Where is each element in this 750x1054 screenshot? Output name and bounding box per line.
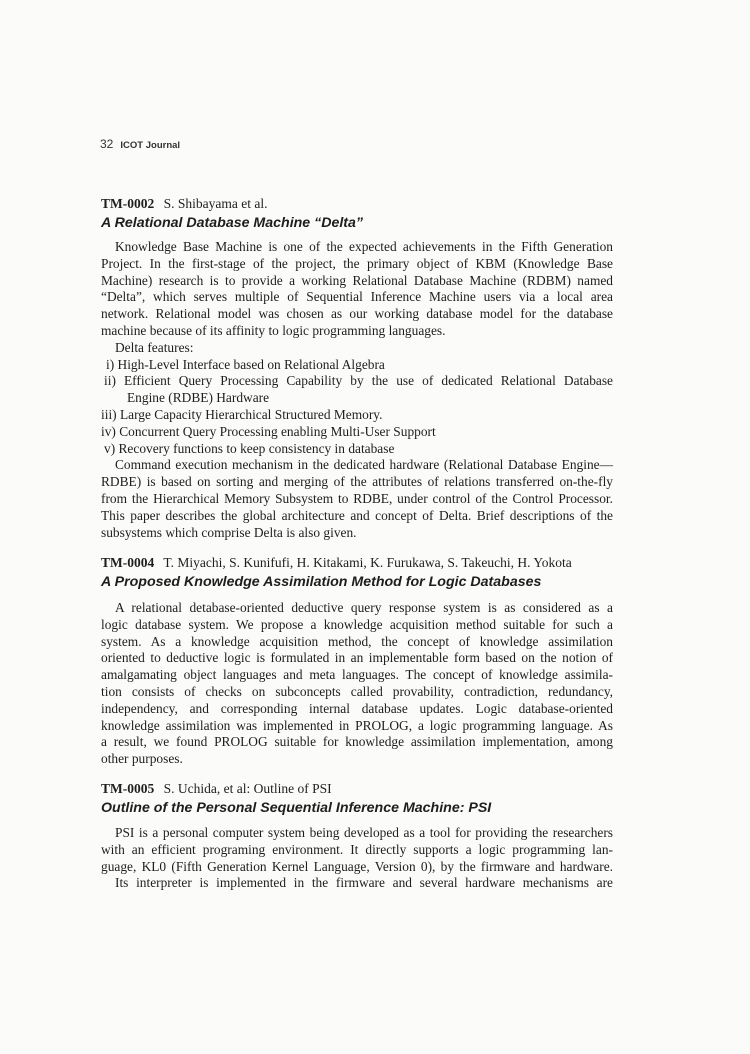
journal-name: ICOT Journal [120,140,181,151]
list-item-continuation: Engine (RDBE) Hardware [127,390,270,406]
text-line: system. As a knowledge acquisition method, the concept of knowledge assimilation [101,633,613,649]
text-line: logic database system. We propose a knowledge acquisition method suitable for such a [101,616,613,632]
abstract-title: Outline of the Personal Sequential Inference Machine: PSI [101,800,492,816]
text-line: subsystems which comprise Delta is also given. [101,524,357,540]
text-line: tion consists of checks on subconcepts called provability, contradiction, redundancy, [101,683,613,699]
abstract-id: TM-0005 [101,781,155,796]
text-line: machine because of its affinity to logic programming languages. [101,322,446,338]
text-line: network. Relational model was chosen as our working database model for the database [101,306,613,322]
text-line: guage, KL0 (Fifth Generation Kernel Language, Version 0), by the firmware and hardware. [101,858,613,874]
abstract-id: TM-0004 [101,555,155,570]
text-line: Its interpreter is implemented in the firmware and several hardware mechanisms are [115,875,613,891]
text-line: independency, and corresponding internal database updates. Logic database-oriented [101,700,613,716]
abstract-body [101,825,613,892]
text-line: Command execution mechanism in the dedicated hardware (Relational Database Engine— [115,457,613,473]
text-line: other purposes. [101,751,183,767]
list-item: v) Recovery functions to keep consistency in database [104,440,395,456]
abstract-id: TM-0002 [101,196,155,211]
text-line: Project. In the first-stage of the project, the primary object of KBM (Knowledge Base [101,255,613,271]
text-line: “Delta”, which serves multiple of Sequential Inference Machine users via a local area [101,289,613,305]
abstract-tm-0002 [101,195,613,541]
text-line: a result, we found PROLOG suitable for knowledge assimilation implementation, among [101,734,613,750]
list-item: ii) Efficient Query Processing Capability by the use of dedicated Relational Database [104,373,613,389]
page-number: 32 [100,137,114,151]
abstract-body [101,600,613,768]
list-item: iv) Concurrent Query Processing enabling Multi-User Support [101,423,436,439]
abstract-body [101,239,613,541]
text-line: PSI is a personal computer system being developed as a tool for providing the researchers [115,825,613,840]
text-line: RDBE) is based on sorting and merging of the attributes of relations transferred on-the-fly [101,474,613,490]
text-line: amalgamating object languages and meta languages. The concept of knowledge assimila- [101,667,613,683]
text-line: This paper describes the global architecture and concept of Delta. Brief descriptions of the [101,507,613,523]
abstract-heading [101,195,613,213]
abstract-heading [101,554,613,572]
list-item: i) High-Level Interface based on Relational Algebra [106,356,385,372]
abstract-authors: S. Shibayama et al. [163,196,268,211]
abstract-tm-0004 [101,554,613,768]
text-line: from the Hierarchical Memory Subsystem to RDBE, under control of the Control Processor. [101,490,613,506]
text-line: A relational detabase-oriented deductive query response system is as considered as a [115,600,613,615]
abstract-heading [101,780,613,798]
abstract-tm-0005 [101,780,613,892]
text-line: with an efficient programing environment. It directly supports a logic programming lan- [101,841,613,857]
text-line: oriented to deductive logic is formulated in an implementable form based on the notion of [101,650,613,666]
text-line: Knowledge Base Machine is one of the expected achievements in the Fifth Generation [115,239,613,254]
list-item: iii) Large Capacity Hierarchical Structured Memory. [101,406,383,422]
text-line: knowledge assimilation was implemented in PROLOG, a logic programming language. As [101,717,613,733]
abstract-authors: T. Miyachi, S. Kunifufi, H. Kitakami, K. Furukawa, S. Takeuchi, H. Yokota [163,555,572,570]
text-line: Machine) research is to provide a working Relational Database Machine (RDBM) named [101,272,613,288]
abstract-title: A Proposed Knowledge Assimilation Method for Logic Databases [101,574,542,590]
abstract-title: A Relational Database Machine “Delta” [101,215,364,231]
abstract-authors: S. Uchida, et al: Outline of PSI [163,781,332,796]
text-line: Delta features: [115,339,194,355]
running-header [100,137,180,151]
